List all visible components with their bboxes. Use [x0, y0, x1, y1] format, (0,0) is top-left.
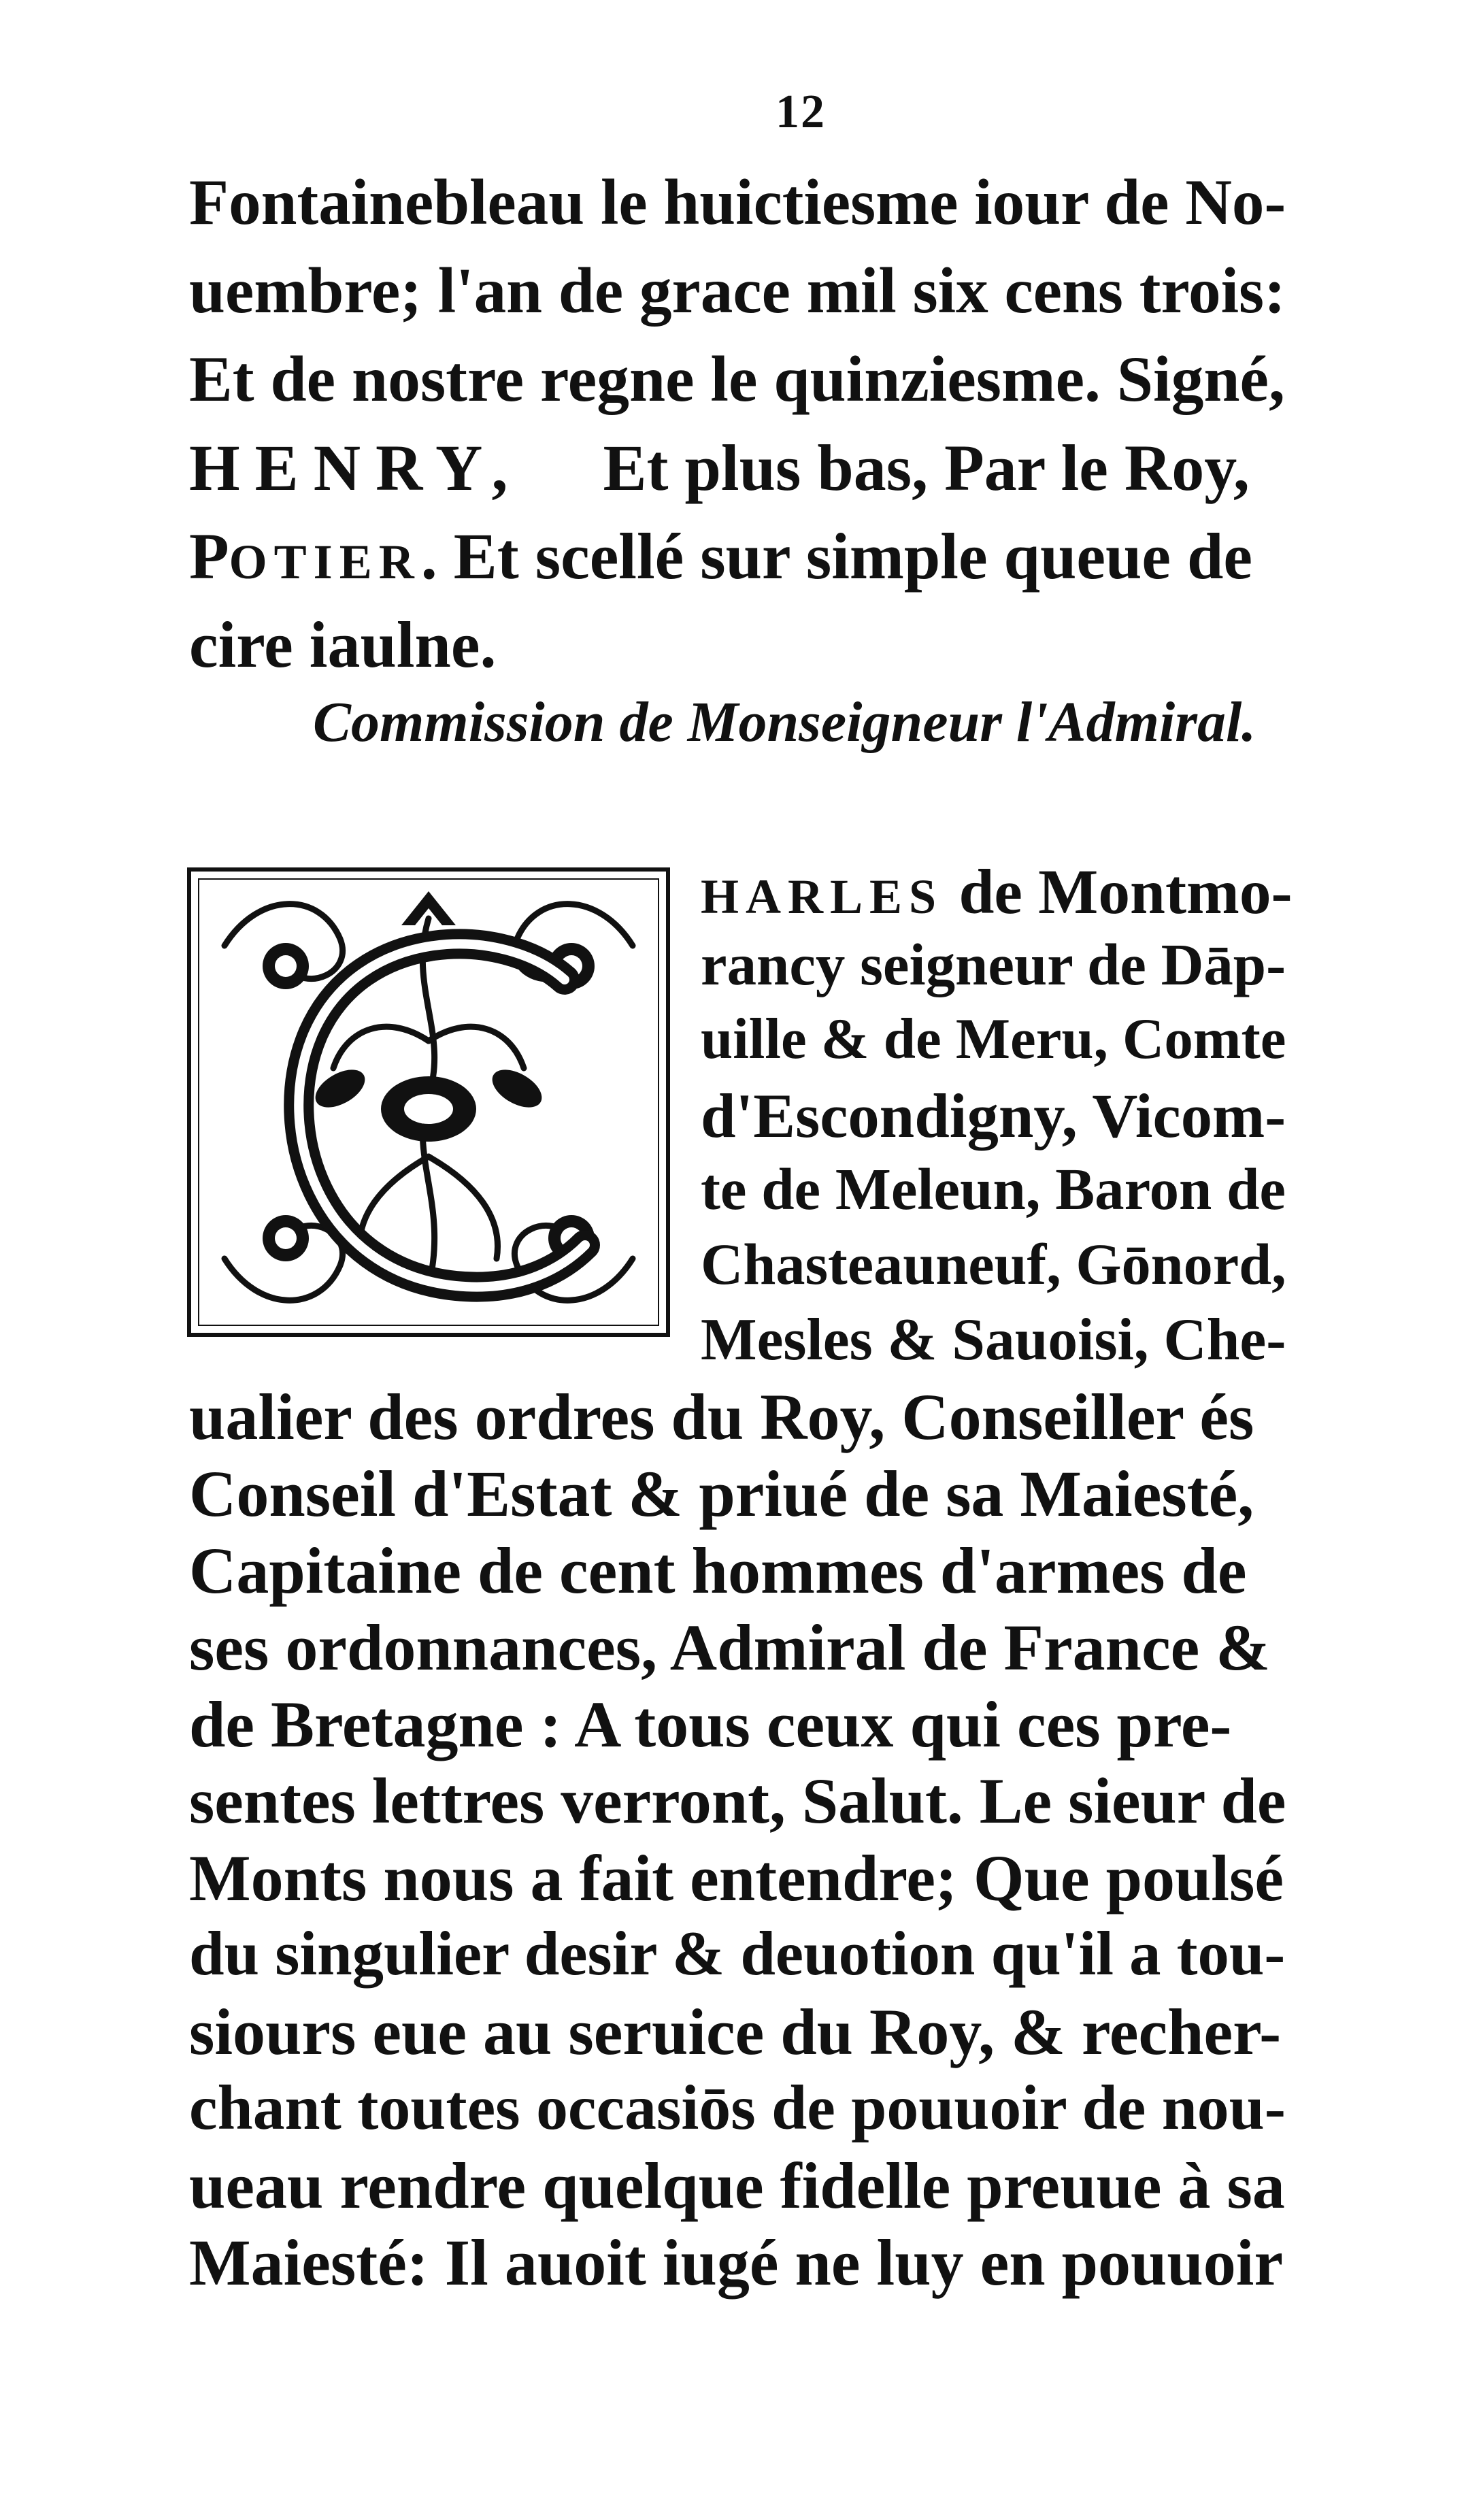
dropcap-smallcaps: HARLES: [701, 869, 944, 924]
text-line: ses ordonnances, Admiral de France &: [189, 1611, 1271, 1684]
dropcap-line: rancy seigneur de Dāp-: [701, 932, 1286, 997]
signature-line-potier: [189, 520, 1252, 593]
text-line: uembre; l'an de grace mil six cens trois:: [189, 254, 1286, 327]
dropcap-line: Chasteauneuf, Gōnord,: [701, 1231, 1286, 1297]
text-line: Monts nous a fait entendre; Que poulsé: [189, 1842, 1284, 1914]
text-line: Et de nostre regne le quinziesme. Signé,: [189, 343, 1285, 415]
dropcap-line: uille & de Meru, Comte: [701, 1007, 1286, 1071]
signature-henry: HENRY,: [189, 431, 523, 504]
text-line: chant toutes occasiōs de pouuoir de nou-: [189, 2073, 1286, 2143]
text-line: ualier des ordres du Roy, Conseiller és: [189, 1380, 1254, 1453]
text-line: Fontainebleau le huictiesme iour de No-: [189, 166, 1286, 238]
dropcap-line-text: de Montmo-: [943, 857, 1293, 927]
text-line: de Bretagne : A tous ceux qui ces pre-: [189, 1688, 1232, 1761]
section-heading: Commission de Monseigneur l'Admiral.: [313, 691, 1256, 754]
text-line: du singulier desir & deuotion qu'il a tou-: [189, 1919, 1286, 1989]
signature-line-text: Et plus bas, Par le Roy,: [603, 431, 1250, 504]
text-line: ueau rendre quelque fidelle preuue à sa: [189, 2149, 1285, 2222]
signature-potier-initial: P: [189, 520, 229, 593]
signature-line: [189, 431, 1250, 504]
text-line: Capitaine de cent hommes d'armes de: [189, 1534, 1247, 1607]
signature-line-text: . Et scellé sur simple queue de: [420, 520, 1252, 593]
ornamental-dropcap: [184, 864, 673, 1340]
page-number: 12: [776, 86, 826, 138]
dropcap-line: Mesles & Sauoisi, Che-: [701, 1306, 1286, 1372]
text-line: Conseil d'Estat & priué de sa Maiesté,: [189, 1457, 1254, 1530]
text-line: cire iaulne.: [189, 608, 497, 681]
dropcap-line: d'Escondigny, Vicom-: [701, 1081, 1286, 1151]
dropcap-line: [701, 857, 1293, 927]
dropcap-line: te de Meleun, Baron de: [701, 1157, 1286, 1222]
dropcap-ornament-icon: [184, 864, 673, 1340]
text-line: Maiesté: Il auoit iugé ne luy en pouuoir: [189, 2226, 1284, 2299]
text-line: sentes lettres verront, Salut. Le sieur de: [189, 1765, 1286, 1837]
text-line: siours eue au seruice du Roy, & recher-: [189, 1995, 1282, 2068]
signature-potier: OTIER: [229, 535, 421, 589]
